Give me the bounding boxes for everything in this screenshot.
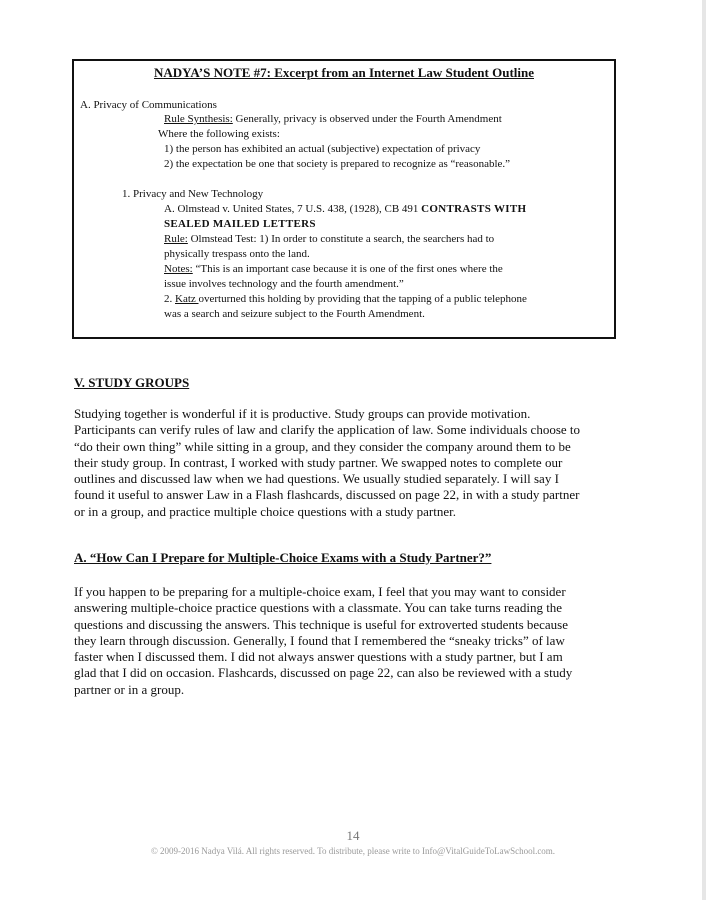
note-condition-2: 2) the expectation be one that society is prepared to recognize as “reasonable.” (164, 158, 511, 170)
rule-synthesis-label: Rule Synthesis: (164, 113, 233, 125)
multiple-choice-paragraph (74, 584, 634, 698)
paragraph-line: Studying together is wonderful if it is productive. Study groups can provide motivation. (74, 406, 531, 421)
paragraph-line: their study group. In contrast, I worked with study partner. We swapped notes to complete our (74, 454, 563, 470)
study-groups-heading: V. STUDY GROUPS (74, 375, 190, 390)
note-katz-cont: was a search and seizure subject to the Fourth Amendment. (164, 308, 425, 320)
paragraph-line: answering multiple-choice practice questions with a classmate. You can take turns reading the (74, 600, 563, 616)
note-condition-1: 1) the person has exhibited an actual (subjective) expectation of privacy (164, 143, 481, 155)
katz-prefix: 2. (164, 293, 175, 305)
paragraph-line: outlines and discussed law when we had questions. We usually studied separately. I will say I (74, 471, 559, 487)
case-contrasts: CONTRASTS WITH (421, 203, 527, 215)
note-notes (164, 262, 503, 276)
note-rule (164, 232, 494, 246)
note-title: NADYA’S NOTE #7: Excerpt from an Internet Law Student Outline (153, 65, 534, 80)
rule-synthesis-text: Generally, privacy is observed under the Fourth Amendment (232, 113, 502, 125)
note-where-exists: Where the following exists: (158, 128, 280, 140)
paragraph-line: partner or in a group. (74, 681, 185, 697)
rule-label: Rule: (164, 233, 188, 245)
note-sealed-letters: SEALED MAILED LETTERS (164, 218, 316, 230)
katz-text: overturned this holding by providing that the tapping of a public telephone (198, 293, 527, 305)
note-rule-synthesis (164, 112, 502, 126)
paragraph-line: questions and discussing the answers. This technique is useful for extroverted students because (74, 616, 569, 632)
katz-label: Katz (175, 293, 199, 305)
rule-text: Olmstead Test: 1) In order to constitute a search, the searchers had to (187, 233, 495, 245)
multiple-choice-heading: A. “How Can I Prepare for Multiple-Choice Exams with a Study Partner?” (74, 550, 492, 565)
note-a-heading: A. Privacy of Communications (80, 99, 217, 111)
paragraph-line: or in a group, and practice multiple choice questions with a study partner. (74, 503, 456, 519)
paragraph-line: “do their own thing” while sitting in a group, and they consider the company around them to be (74, 438, 571, 454)
notes-text: “This is an important case because it is one of the first ones where the (192, 263, 503, 275)
study-groups-paragraph (74, 406, 634, 520)
note-notes-cont: issue involves technology and the fourth amendment.” (164, 278, 404, 290)
note-katz (164, 292, 527, 306)
page-number: 14 (346, 828, 360, 843)
paragraph-line: glad that I did on occasion. Flashcards, discussed on page 22, can also be reviewed with a study (74, 665, 573, 681)
copyright-footer: © 2009-2016 Nadya Vilá. All rights reserved. To distribute, please write to Info@VitalGuideToLawSchool.com. (150, 846, 556, 856)
paragraph-line: Participants can verify rules of law and clarify the application of law. Some individuals choose to (74, 422, 581, 438)
paragraph-line: they learn through discussion. Generally, I found that I remembered the “sneaky tricks” of law (74, 632, 565, 648)
note-sub-heading: 1. Privacy and New Technology (122, 188, 264, 200)
case-text: A. Olmstead v. United States, 7 U.S. 438, (1928), CB 491 (164, 203, 422, 215)
note-box (72, 59, 616, 339)
paragraph-line: If you happen to be preparing for a multiple-choice exam, I feel that you may want to consider (74, 584, 566, 599)
note-rule-cont: physically trespass onto the land. (164, 248, 310, 260)
notes-label: Notes: (164, 263, 193, 275)
page-edge (702, 0, 706, 900)
paragraph-line: found it useful to answer Law in a Flash flashcards, discussed on page 22, in with a study partner (74, 487, 580, 503)
paragraph-line: faster when I discussed them. I did not always answer questions with a study partner, but I am (74, 649, 563, 665)
note-case (164, 202, 526, 216)
